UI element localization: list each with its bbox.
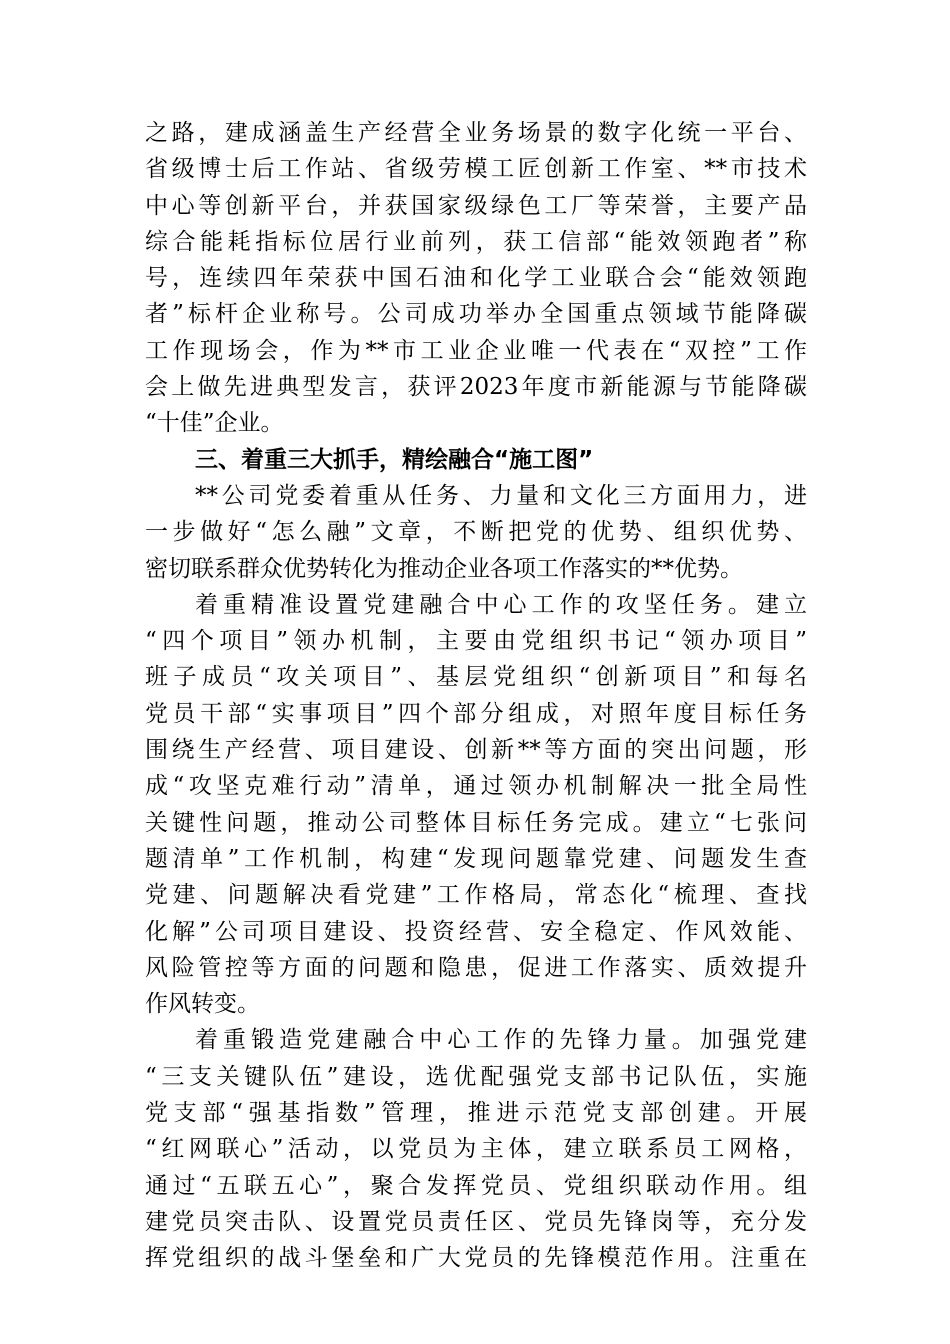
paragraph-3 [145,587,807,1023]
text-line: “红网联心”活动，以党员为主体，建立联系员工网格， [145,1136,807,1163]
text-line: 者”标杆企业称号。公司成功举办全国重点领域节能降碳 [145,301,807,328]
text-line: 成“攻坚克难行动”清单，通过领办机制解决一批全局性 [145,773,807,800]
text-line: 建党员突击队、设置党员责任区、党员先锋岗等，充分发 [145,1208,807,1235]
text-line: 工作现场会，作为**市工业企业唯一代表在“双控”工作 [145,337,807,364]
text-line: **公司党委着重从任务、力量和文化三方面用力，进 [195,482,807,509]
paragraph-4 [145,1022,807,1276]
text-line: 挥党组织的战斗堡垒和广大党员的先锋模范作用。注重在 [145,1245,807,1272]
text-line: 综合能耗指标位居行业前列，获工信部“能效领跑者”称 [145,228,807,255]
text-line: 党支部“强基指数”管理，推进示范党支部创建。开展 [145,1100,807,1127]
text-line: 之路，建成涵盖生产经营全业务场景的数字化统一平台、 [145,120,807,146]
text-line: 关键性问题，推动公司整体目标任务完成。建立“七张问 [145,809,807,836]
section-heading: 三、着重三大抓手，精绘融合“施工图” [195,446,594,473]
text-line: 通过“五联五心”，聚合发挥党员、党组织联动作用。组 [145,1172,807,1199]
text-line: 号，连续四年荣获中国石油和化学工业联合会“能效领跑 [145,265,807,292]
text-line: 围绕生产经营、项目建设、创新**等方面的突出问题，形 [145,737,807,764]
text-line: 着重锻造党建融合中心工作的先锋力量。加强党建 [195,1027,807,1054]
text-line: 省级博士后工作站、省级劳模工匠创新工作室、**市技术 [145,156,807,183]
document-page [145,115,807,1277]
text-line: 密切联系群众优势转化为推动企业各项工作落实的**优势。 [145,555,743,582]
text-line: “十佳”企业。 [145,410,284,437]
paragraph-1 [145,115,807,442]
text-line: “三支关键队伍”建设，选优配强党支部书记队伍，实施 [145,1063,807,1090]
text-line: 班子成员“攻关项目”、基层党组织“创新项目”和每名 [145,664,807,691]
text-line: 化解”公司项目建设、投资经营、安全稳定、作风效能、 [145,918,807,945]
text-line: “四个项目”领办机制，主要由党组织书记“领办项目” [145,628,807,655]
text-line: 风险管控等方面的问题和隐患，促进工作落实、质效提升 [145,954,807,981]
text-line: 一步做好“怎么融”文章，不断把党的优势、组织优势、 [145,519,807,546]
paragraph-2 [145,478,807,587]
text-line: 中心等创新平台，并获国家级绿色工厂等荣誉，主要产品 [145,192,807,219]
text-line: 会上做先进典型发言，获评2023年度市新能源与节能降碳 [145,374,807,401]
text-line: 着重精准设置党建融合中心工作的攻坚任务。建立 [195,591,807,618]
text-line: 作风转变。 [145,991,260,1018]
text-line: 党建、问题解决看党建”工作格局，常态化“梳理、查找 [145,882,807,909]
text-line: 党员干部“实事项目”四个部分组成，对照年度目标任务 [145,700,807,727]
text-line: 题清单”工作机制，构建“发现问题靠党建、问题发生查 [145,845,807,872]
